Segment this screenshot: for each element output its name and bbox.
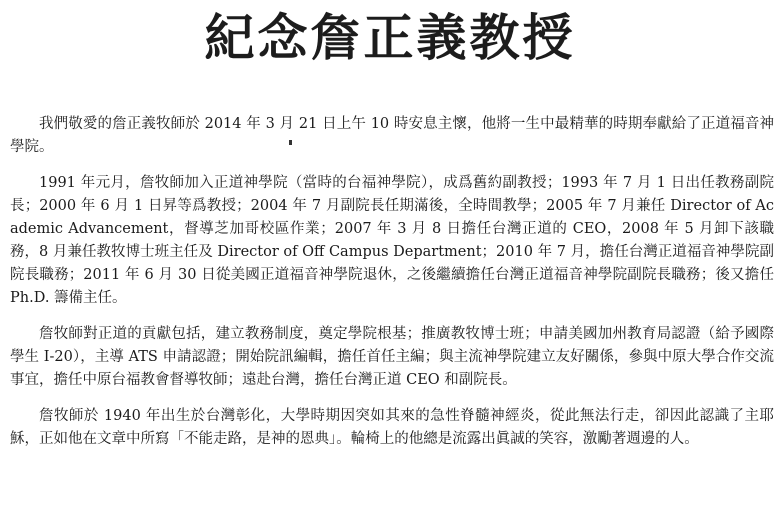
paragraph-intro: 我們敬愛的詹正義牧師於 2014 年 3 月 21 日上午 10 時安息主懷，他將一生中最精華的時期奉獻給了正道福音神學院。	[10, 116, 774, 155]
paragraph-career: 1991 年元月，詹牧師加入正道神學院（當時的台福神學院），成爲舊約副教授；1993 年 7 月 1 日出任教務副院長；2000 年 6 月 1 日昇等爲教授；2004 年 7 月副院長任期滿後，全時間教學；2005 年 7 月兼任 Director of Academic Advancement，督導芝加哥校區作業；2007 年 3 月 8 日擔任台灣正道的 CEO，2008 年 5 月卸下該職務，8 月兼任教牧博士班主任及 Director of Off Campus Department；2010 年 7 月，擔任台灣正道福音神學院副院長職務；2011 年 6 月 30 日從美國正道福音神學院退休，之後繼續擔任台灣正道福音神學院副院長職務；後又擔任 Ph.D. 籌備主任。	[10, 175, 774, 306]
document-body	[10, 113, 774, 464]
paragraph-biography: 詹牧師於 1940 年出生於台灣彰化，大學時期因突如其來的急性脊髓神經炎，從此無法行走，卻因此認識了主耶穌，正如他在文章中所寫「不能走路，是神的恩典」。輪椅上的他總是流露出眞誠的笑容，激勵著週邊的人。	[10, 408, 774, 447]
document-title: 紀念詹正義教授	[204, 9, 576, 67]
paragraph-contributions: 詹牧師對正道的貢獻包括，建立教務制度，奠定學院根基；推廣教牧博士班；申請美國加州教育局認證（給予國際學生 I-20），主導 ATS 申請認證；開始院訊編輯，擔任首任主編；與主流神學院建立友好關係，參與中原大學合作交流事宜，擔任中原台福教會督導牧師；遠赴台灣，擔任台灣正道 CEO 和副院長。	[10, 326, 774, 388]
